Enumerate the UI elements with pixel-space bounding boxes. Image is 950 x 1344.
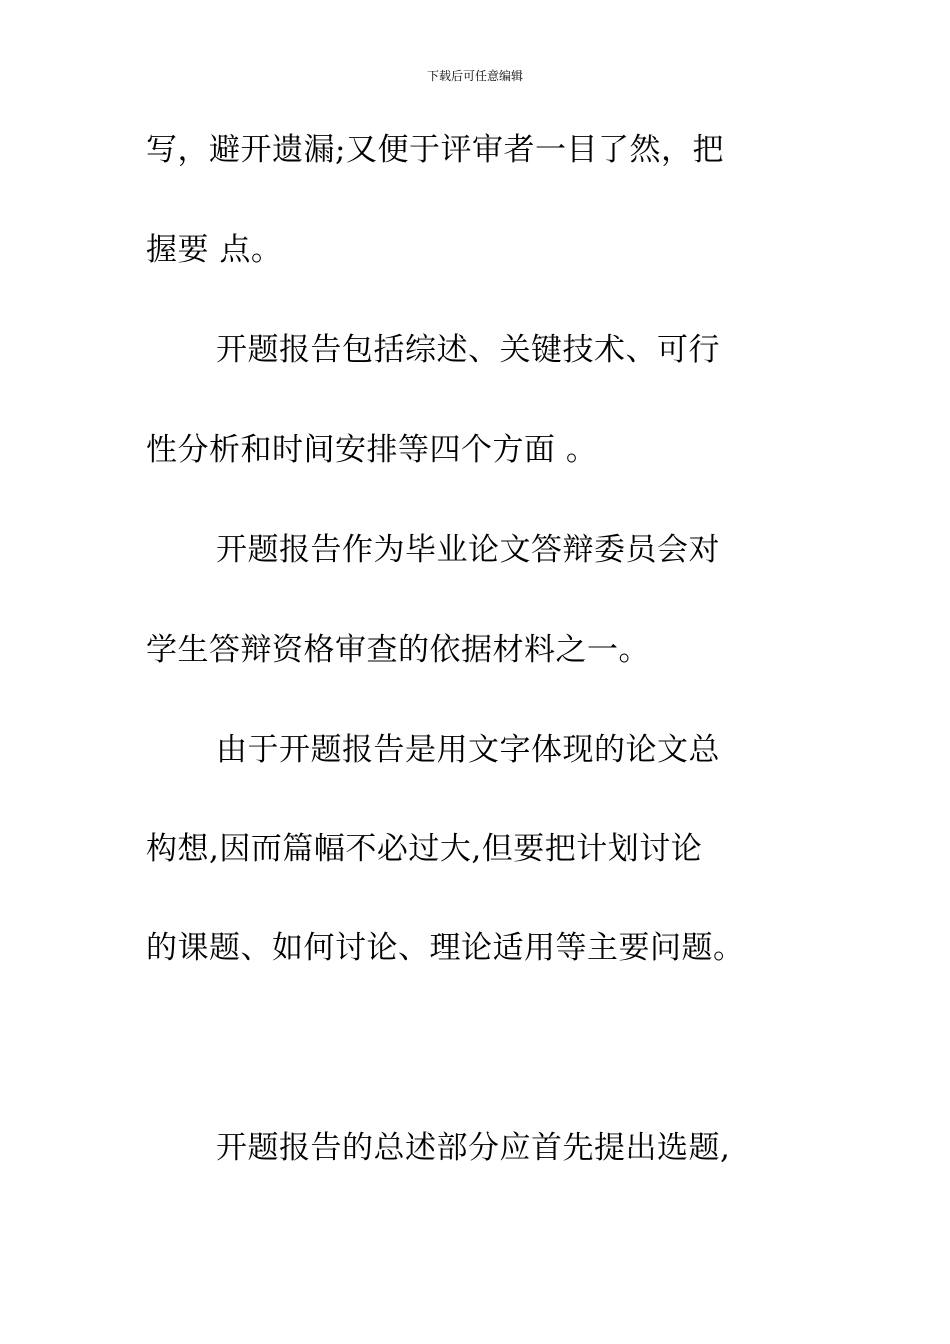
paragraph-4-line-2: 构想,因而篇幅不必过大,但要把计划讨论 — [146, 831, 703, 867]
paragraph-2-line-2: 性分析和时间安排等四个方面 。 — [146, 432, 598, 468]
text-line-1: 写，避开遗漏;又便于评审者一目了然，把 — [146, 132, 724, 168]
paragraph-2-line-1: 开题报告包括综述、关键技术、可行 — [216, 332, 720, 368]
paragraph-4-line-3: 的课题、如何讨论、理论适用等主要问题。 — [146, 930, 745, 966]
text-line-2: 握要 点。 — [146, 232, 283, 268]
page-header: 下载后可任意编辑 — [426, 69, 523, 83]
paragraph-3-line-1: 开题报告作为毕业论文答辩委员会对 — [216, 532, 720, 568]
paragraph-4-line-1: 由于开题报告是用文字体现的论文总 — [216, 732, 720, 768]
paragraph-3-line-2: 学生答辩资格审查的依据材料之一。 — [146, 632, 650, 668]
paragraph-5-line-1: 开题报告的总述部分应首先提出选题, — [216, 1130, 731, 1166]
